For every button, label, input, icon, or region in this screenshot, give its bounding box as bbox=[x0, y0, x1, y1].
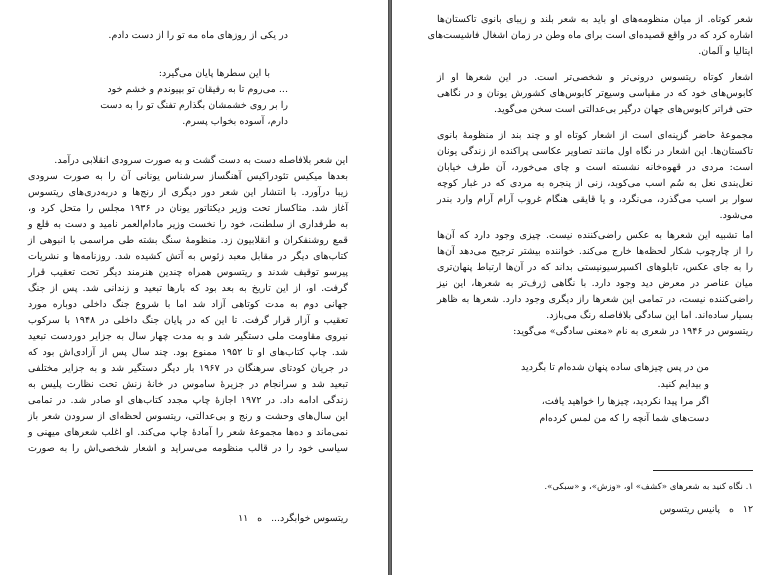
body-line: اشاره کرد که در واقع قصیده‌ای است برای ماه وطن در زمان اشغال فاشیست‌های bbox=[427, 30, 753, 41]
body-line: را از چارچوب شکار لحظه‌ها خارج می‌کند. خواننده بیشتر ترجیح می‌دهد آن‌ها bbox=[437, 246, 753, 257]
body-line: ایتالیا و آلمان. bbox=[698, 46, 753, 57]
poem-line: دست‌های شما آنچه را که من لمس کرده‌ام bbox=[539, 413, 709, 424]
footnote-rule bbox=[653, 470, 753, 471]
body-line: تاکستان‌ها. این اشعار در نگاه اول مانند تصاویر عکاسی پراکنده از زندگی یونان bbox=[437, 146, 753, 157]
body-line: حتی فراتر کابوس‌های جهان درگیر بی‌عدالتی است سخن می‌گوید. bbox=[493, 104, 753, 115]
body-line: بعدها میکیس تئودراکیس آهنگساز سرشناس یونانی آن را به صورت سرودی bbox=[28, 171, 348, 182]
body-line: شد. چاپ کتاب‌های او تا ۱۹۵۲ ممنوع بود. چند سال پس از آزادی‌اش بود که bbox=[28, 347, 348, 358]
body-line: راضی‌کننده نیست، در تمامی این شعرها راز دیگری وجود دارد. شعرها به ظاهر bbox=[437, 294, 753, 305]
intro-line: با این سطرها پایان می‌گیرد: bbox=[158, 68, 270, 79]
running-footer bbox=[660, 504, 753, 516]
footer-title: پانیس ریتسوس bbox=[659, 504, 721, 515]
body-line: پیرسو توقیف شدند و ریتسوس همراه چندین هنرمند دیگر تحت تعقیب قرار bbox=[28, 267, 348, 278]
body-line: اما تشبیه این شعرها به عکس راضی‌کننده نیست. چیزی وجود دارد که آن‌ها bbox=[437, 230, 753, 241]
poem-line: و بیدایم کنید. bbox=[657, 379, 709, 390]
body-line: گرفت. او، از این تاریخ به بعد بود که بارها تبعید و زندانی شد. پس از جنگ bbox=[28, 283, 348, 294]
footnote: ۱. نگاه کنید به شعرهای «کشف» او، «وزش»، و «سبکی». bbox=[544, 482, 753, 492]
body-line: ریتسوس در ۱۹۴۶ در شعری به نام «معنی سادگی» می‌گوید: bbox=[513, 326, 753, 337]
body-line: تعقیب و آزار قرار گرفت. تا این که در پایان جنگ داخلی در ۱۹۴۸ با سرکوب bbox=[28, 315, 348, 326]
body-line: می‌شود. bbox=[719, 210, 753, 221]
footer-separator: ه bbox=[729, 504, 734, 515]
body-line: جهانی دوم به مدت کوتاهی آزاد شد اما با شروع جنگ داخلی دوباره مورد bbox=[28, 299, 348, 310]
body-line: بسیار ساده‌اند. اما این سادگی بلافاصله رنگ می‌بازد. bbox=[546, 310, 753, 321]
body-line: آغاز شد. متاکساز تحت وزیر دیکتاتور یونان در ۱۹۳۶ مجلس را متحل کرد و، bbox=[28, 203, 348, 214]
body-line: اشعار کوتاه ریتسوس درونی‌تر و شخصی‌تر است. در این شعرها او از bbox=[437, 72, 753, 83]
body-line: قمع روشنفکران و انقلابیون زد. منظومهٔ سنگ بشته طی مراسمی با انبوهی از bbox=[28, 235, 348, 246]
body-line: سوار بر اسب می‌گذرد، می‌نگرد، و یا قایقی هنگام غروب آرام آرام وارد بندر bbox=[437, 194, 753, 205]
body-line: است: مردی در قهوه‌خانه نشسته است و چای می‌خورد، آن طرف خیابان bbox=[437, 162, 753, 173]
body-line: شعر کوتاه. از میان منظومه‌های او باید به شعر بلند و زیبای بانوی تاکستان‌ها bbox=[437, 14, 753, 25]
footer-separator: ه bbox=[257, 513, 263, 524]
left-page bbox=[0, 0, 388, 575]
body-line: در جریان کودتای سرهنگان در ۱۹۶۷ بار دیگر دستگیر شد و به جزایر مختلفی bbox=[28, 363, 348, 374]
verse-line: را بر روی خشمشان بگذارم تفنگ تو را به دست bbox=[100, 100, 288, 111]
verse-line: دارم، آسوده بخواب پسرم. bbox=[182, 116, 288, 127]
body-line: نمی‌ماند و ده‌ها مجموعهٔ شعر را آمادهٔ چاپ می‌کند. او اغلب شعرهای میهنی و bbox=[28, 427, 348, 438]
body-line: کتاب‌های دیگر در مقابل معبد زئوس به آتش کشیده شد. روزنامه‌ها و نشریات bbox=[28, 251, 348, 262]
body-line: زیبا درآورد. با انتشار این شعر دور دیگری از رنج‌ها و دربه‌دری‌های ریتسوس bbox=[28, 187, 348, 198]
poem-line: اگر مرا پیدا نکردید، چیزها را خواهید یافت، bbox=[541, 396, 709, 407]
body-line: کابوس‌های خود که در مقیاسی وسیع‌تر کابوس‌های کشورش یونان و در نگاهی bbox=[437, 88, 753, 99]
top-line: در یکی از روزهای ماه مه تو را از دست دادم. bbox=[108, 30, 288, 41]
body-line: نعل‌بندی نعل به سُم اسب می‌کوبد، زنی از پنجره به مردی که در غبار کوچه bbox=[437, 178, 753, 189]
body-line: نیروی مقاومت ملی دستگیر شد و به مدت چهار سال به جزایر دوردست تبعید bbox=[28, 331, 348, 342]
page-number: ۱۱ bbox=[238, 513, 249, 524]
verse-line: ... می‌روم تا به رفیقان تو بپیوندم و خشم خود bbox=[107, 84, 288, 95]
poem-line: من در پس چیزهای ساده پنهان شده‌ام تا بگردید bbox=[520, 362, 709, 373]
body-line: را به جای عکس، تابلوهای اکسپرسیونیستی بداند که در آن‌ها ارتباط پنهان‌تری bbox=[437, 262, 753, 273]
body-line: این شعر بلافاصله دست به دست گشت و به صورت سرودی انقلابی درآمد. bbox=[54, 155, 348, 166]
body-line: به طرفداری از سلطنت، خود را نخست وزیر مادام‌العمر نامید و دست به قلع و bbox=[28, 219, 348, 230]
running-footer bbox=[238, 513, 348, 525]
body-line: میان عناصر در معرض دید وجود دارد. با نگاهی ژرف‌تر به شعرها، این نیز bbox=[437, 278, 753, 289]
body-line: زندگی ادامه داد. در ۱۹۷۲ اجازهٔ چاپ مجدد کتاب‌های او صادر شد. در تمامی bbox=[28, 395, 348, 406]
body-line: سیاسی خود را در قالب منظومه می‌سراید و اشعار شخصی‌اش را به صورت bbox=[28, 443, 348, 454]
right-page bbox=[392, 0, 777, 575]
page-number: ۱۲ bbox=[742, 504, 753, 515]
body-line: این سال‌های وحشت و رنج و بی‌عدالتی، ریتسوس لحظه‌ای از سرودن شعر باز bbox=[28, 411, 348, 422]
body-line: مجموعهٔ حاضر گزینه‌ای است از اشعار کوتاه او و چند بند از منظومهٔ بانوی bbox=[437, 130, 753, 141]
footer-title: ریتسوس خوابگرد... bbox=[271, 513, 348, 524]
body-line: تبعید شد و سرانجام در جزیرهٔ ساموس در خانهٔ زنش تحت نظارت پلیس به bbox=[28, 379, 348, 390]
